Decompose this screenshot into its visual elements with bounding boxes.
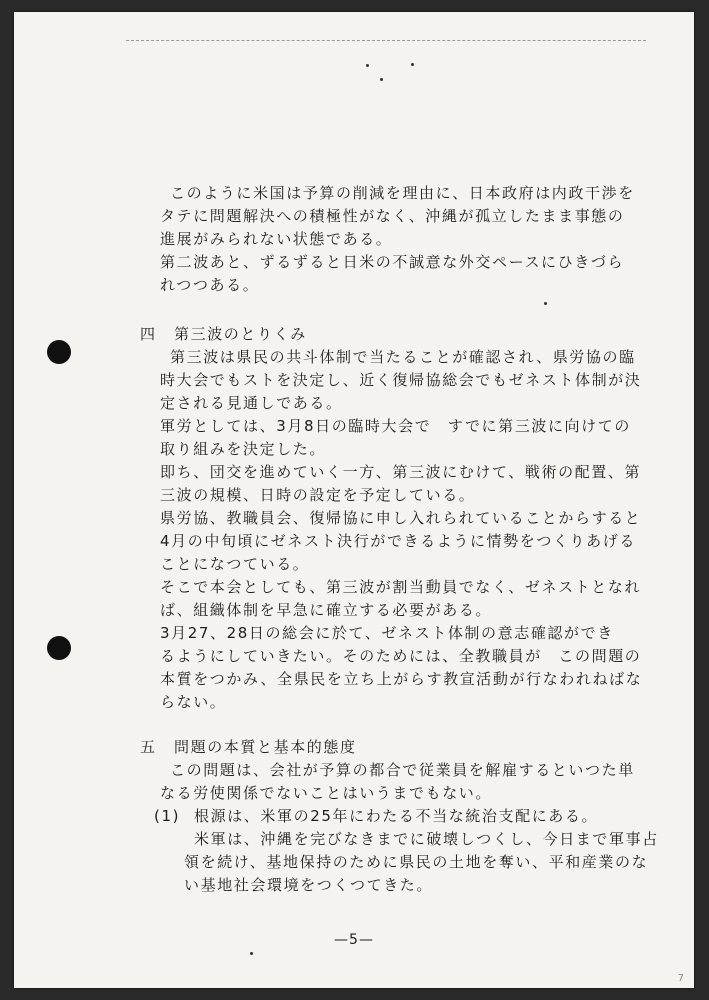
text-line: なる労使関係でないことはいうまでもない。 <box>160 784 493 802</box>
ink-speck <box>366 64 369 67</box>
section-5-title: 問題の本質と基本的態度 <box>174 738 357 756</box>
section-5-number: 五 <box>140 738 157 756</box>
text-line: 三波の規模、日時の設定を予定している。 <box>160 486 476 504</box>
text-line: ば、組織体制を早急に確立する必要がある。 <box>160 601 493 619</box>
section-4 <box>140 323 670 714</box>
text-line: 領を続け、基地保持のために県民の土地を奪い、平和産業のな <box>184 853 649 871</box>
corner-mark: 7 <box>677 973 684 984</box>
text-line: 米軍は、沖縄を完びなきまでに破壊しつくし、今日まで軍事占 <box>194 830 659 848</box>
text-line: そこで本会としても、第三波が割当動員でなく、ゼネストとなれ <box>160 578 642 596</box>
text-line: この問題は、会社が予算の都合で従業員を解雇するといつた単 <box>170 761 635 779</box>
text-line: タテに問題解決への積極性がなく、沖縄が孤立したまま事態の <box>160 207 625 225</box>
punch-hole-bottom <box>47 636 71 660</box>
text-line: い基地社会環境をつくつてきた。 <box>184 876 434 894</box>
continued-paragraph <box>140 182 670 297</box>
ink-speck <box>380 78 383 81</box>
section-5-heading <box>140 736 670 759</box>
punch-hole-top <box>47 340 71 364</box>
section-5 <box>140 736 670 897</box>
text-line: 時大会でもストを決定し、近く復帰協総会でもゼネスト体制が決 <box>160 371 642 389</box>
document-page <box>14 12 694 988</box>
text-line: ことになつている。 <box>160 555 310 573</box>
item-1-text: 根源は、米軍の25年にわたる不当な統治支配にある。 <box>194 807 599 825</box>
section-4-title: 第三波のとりくみ <box>174 325 307 343</box>
text-line: 第二波あと、ずるずると日米の不誠意な外交ペースにひきづら <box>160 253 625 271</box>
text-line: らない。 <box>160 693 227 711</box>
text-line: 即ち、団交を進めていく一方、第三波にむけて、戦術の配置、第 <box>160 463 642 481</box>
ink-speck <box>250 952 253 955</box>
text-line: 4月の中旬頃にゼネスト決行ができるように情勢をつくりあげる <box>160 532 636 550</box>
text-line: 定される見通しである。 <box>160 394 343 412</box>
text-line: 取り組みを決定した。 <box>160 440 327 458</box>
text-line: このように米国は予算の削減を理由に、日本政府は内政干渉を <box>170 184 635 202</box>
section-4-number: 四 <box>140 325 157 343</box>
top-rule <box>126 40 646 41</box>
text-line: 第三波は県民の共斗体制で当たることが確認され、県労協の臨 <box>170 348 636 366</box>
text-line: れつつある。 <box>160 276 260 294</box>
text-line: 軍労としては、3月8日の臨時大会で すでに第三波に向けての <box>160 417 631 435</box>
item-1-number: (1) <box>154 807 181 825</box>
text-line: 県労協、教職員会、復帰協に申し入れられていることからすると <box>160 509 642 527</box>
text-line: るようにしていきたい。そのためには、全教職員が この問題の <box>160 647 642 665</box>
section-4-heading <box>140 323 670 346</box>
ink-speck <box>411 63 414 66</box>
text-line: 進展がみられない状態である。 <box>160 230 393 248</box>
item-1 <box>140 805 670 828</box>
text-line: 3月27、28日の総会に於て、ゼネスト体制の意志確認ができ <box>160 624 614 642</box>
page-number: —5— <box>334 932 374 948</box>
text-line: 本質をつかみ、全県民を立ち上がらす教宣活動が行なわれねばな <box>160 670 643 688</box>
document-body <box>140 182 670 897</box>
